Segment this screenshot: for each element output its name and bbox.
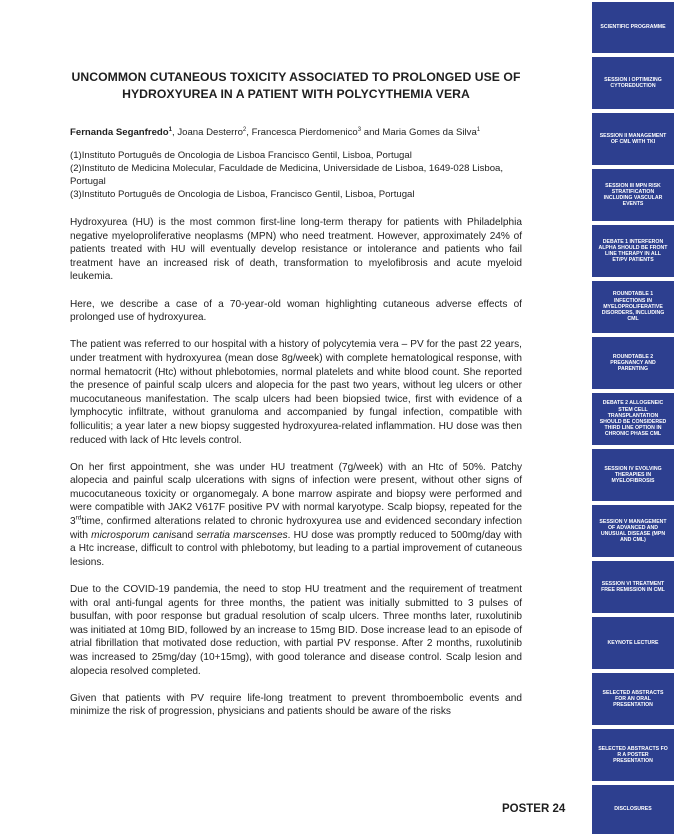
nav-session-1[interactable]: SESSION I OPTIMIZING CYTOREDUCTION xyxy=(592,57,674,109)
nav-session-6[interactable]: SESSION VI TREATMENT FREE REMISSION IN CML xyxy=(592,561,674,613)
nav-session-5[interactable]: SESSION V MANAGEMENT OF ADVANCED AND UNUSUAL DISEASE (MPN AND CML) xyxy=(592,505,674,557)
nav-session-4[interactable]: SESSION IV EVOLVING THERAPIES IN MYELOFIBROSIS xyxy=(592,449,674,501)
author-3: Francesca Pierdomenico xyxy=(251,127,358,139)
programme-sidebar xyxy=(590,0,676,836)
nav-keynote-lecture[interactable]: KEYNOTE LECTURE xyxy=(592,617,674,669)
text-run: and xyxy=(176,529,197,541)
author-3-affil: 3 xyxy=(357,127,362,133)
title-line-2: HYDROXYUREA IN A PATIENT WITH POLYCYTHEMIA VERA xyxy=(122,87,470,101)
nav-oral-abstracts[interactable]: SELECTED ABSTRACTS FOR AN ORAL PRESENTATION xyxy=(592,673,674,725)
paragraph-history: The patient was referred to our hospital with a history of polycytemia vera – PV for the past 22 years, under treatment with hydroxyurea (mean dose 8g/week) with complete hematological response, with normal hematocrit (Htc) without phlebotomies, normal platelets and white blood count. She reported the presence of painful scalp ulcers and alopecia for the past two years, without leg ulcers or other mucocutaneous manifestation. The scalp ulcers had been biopsied twice, first with evidence of a lymphocytic infiltrate, without granuloma and accompanied by fungal infection, compatible with folliculitis; a year later a new biopsy suggested hydroxyurea-related inflammation. HU dose was then reduced with lack of Htc levels control. xyxy=(70,339,522,446)
affiliation-3: (3)Instituto Português de Oncologia de Lisboa, Francisco Gentil, Lisboa, Portugal xyxy=(70,189,415,200)
ordinal-sup: rd xyxy=(75,514,82,522)
paragraph-covid-treatment: Due to the COVID-19 pandemia, the need to stop HU treatment and the requirement of treatment with oral anti-fungal agents for three months, the patient was initially submitted to 3 pulses of busulfan, with poor response but gradual resolution of scalp ulcers. Three months later, ruxolutinib was initiated at 10mg BID, followed by an increase to 15mg BID. Dose increase lead to an episode of atrial fibrillation that motivated dose reduction, with partial PV response. After 2 months, ruxolutinib was increased to 25mg/day (10+15mg), with good tolerance and disease control. Scalp lesion and alopecia resolved completed. xyxy=(70,584,522,677)
text-run: On her first appointment, she was under HU treatment (7g/week) with an Htc of 50%. Patchy alopecia and painful scalp ulcerations with signs of infection were present, without other signs of mucocutaneous toxicity or organomegaly. A bone marrow aspirate and biopsy were performed and were compatible with JAK2 V617F positive PV with normal karyotype. Scalp biopsy, repeated for the 3 xyxy=(70,461,522,528)
author-sep: , xyxy=(171,127,178,139)
nav-roundtable-2[interactable]: ROUNDTABLE 2 PREGNANCY AND PARENTING xyxy=(592,337,674,389)
nav-debate-2[interactable]: DEBATE 2 ALLOGENEIC STEM CELL TRANSPLANTATION SHOULD BE CONSIDERED THIRD LINE OPTION IN CHRONIC PHASE CML xyxy=(592,393,674,445)
abstract-body xyxy=(70,216,522,733)
paragraph-case-summary: Here, we describe a case of a 70-year-old woman highlighting cutaneous adverse effects of prolonged use of hydroxyurea. xyxy=(70,298,522,324)
author-1: Fernanda Seganfredo xyxy=(70,127,169,139)
poster-number-label: POSTER 24 xyxy=(502,803,566,815)
author-4: Maria Gomes da Silva xyxy=(382,127,477,139)
nav-session-3[interactable]: SESSION III MPN RISK STRATIFICATION INCLUDING VASCULAR EVENTS xyxy=(592,169,674,221)
affiliation-2: (2)Instituto de Medicina Molecular, Faculdade de Medicina, Universidade de Lisboa, 1649-028 Lisboa, Portugal xyxy=(70,163,504,187)
author-2: Joana Desterro xyxy=(177,127,243,139)
nav-session-2[interactable]: SESSION II MANAGEMENT OF CML WITH TKI xyxy=(592,113,674,165)
organism-name: serratia marscenses xyxy=(196,529,288,541)
author-2-affil: 2 xyxy=(242,127,247,133)
paragraph-first-appointment xyxy=(70,461,522,570)
text-run: . HU dose was promptly reduced to 500mg/day with a Htc increase, difficult to control with phlebotomy, but leading to a partial improvement of cutaneous lesions. xyxy=(70,529,523,568)
author-4-affil: 1 xyxy=(476,127,481,133)
author-sep: and xyxy=(361,127,383,139)
author-1-affil: 1 xyxy=(168,127,172,133)
nav-debate-1[interactable]: DEBATE 1 INTERFERON ALPHA SHOULD BE FRONT LINE THERAPY IN ALL ET/PV PATIENTS xyxy=(592,225,674,277)
nav-scientific-programme[interactable]: SCIENTIFIC PROGRAMME xyxy=(592,2,674,53)
nav-roundtable-1[interactable]: ROUNDTABLE 1 INFECTIONS IN MYELOPROLIFERATIVE DISORDERS, INCLUDING CML xyxy=(592,281,674,333)
poster-title xyxy=(70,69,522,103)
affiliation-1: (1)Instituto Português de Oncologia de Lisboa Francisco Gentil, Lisboa, Portugal xyxy=(70,150,412,161)
title-line-1: UNCOMMON CUTANEOUS TOXICITY ASSOCIATED TO PROLONGED USE OF xyxy=(71,70,521,84)
nav-poster-abstracts[interactable]: SELECTED ABSTRACTS FO R A POSTER PRESENTATION xyxy=(592,729,674,781)
paragraph-conclusion: Given that patients with PV require life-long treatment to prevent thromboembolic events and minimize the risk of progression, physicians and patients should be aware of the risks xyxy=(70,692,522,718)
authors-line xyxy=(70,124,530,139)
affiliations xyxy=(70,149,525,201)
author-sep: , xyxy=(246,127,252,139)
text-run: time, confirmed alterations related to chronic hydroxyurea use and evidenced secondary infection with xyxy=(70,516,522,541)
organism-name: microsporum canis xyxy=(91,529,177,541)
paragraph-intro: Hydroxyurea (HU) is the most common first-line long-term therapy for patients with Philadelphia negative myeloproliferative neoplasms (MPN) who need treatment. However, approximately 24% of patients treated with HU will eventually develop resistance or intolerance and patients who fail treatment have an increased risk of death, transformation to myelofibrosis and acute myeloid leukemia. xyxy=(70,217,522,283)
nav-disclosures[interactable]: DISCLOSURES xyxy=(592,785,674,834)
